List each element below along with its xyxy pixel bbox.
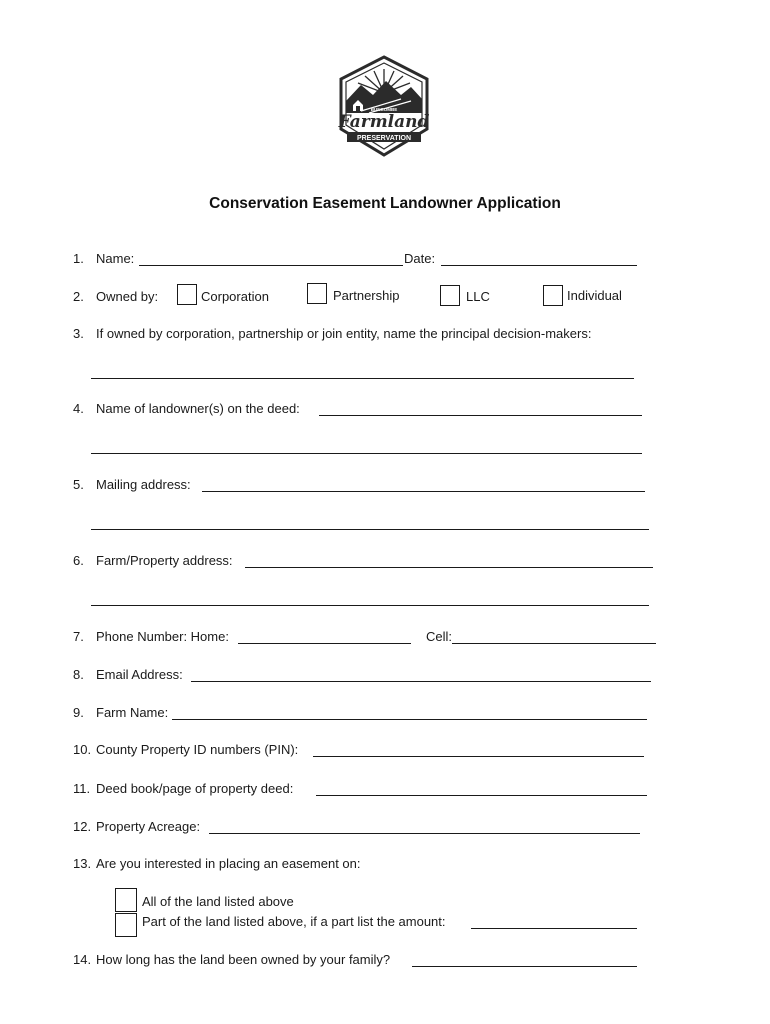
farm-name-field[interactable] xyxy=(172,719,647,720)
individual-checkbox[interactable] xyxy=(543,285,563,306)
partnership-checkbox[interactable] xyxy=(307,283,327,304)
q8-number: 8. xyxy=(73,667,84,682)
landowner-name-field-line-2[interactable] xyxy=(91,453,642,454)
mailing-address-field-line-2[interactable] xyxy=(91,529,649,530)
q13-number: 13. xyxy=(73,856,92,871)
q6-number: 6. xyxy=(73,553,84,568)
deed-book-field[interactable] xyxy=(316,795,647,796)
q4-number: 4. xyxy=(73,401,84,416)
all-land-label: All of the land listed above xyxy=(142,894,294,909)
q1-name-label: Name: xyxy=(96,251,135,266)
part-land-label: Part of the land listed above, if a part list the amount: xyxy=(142,914,446,929)
llc-label: LLC xyxy=(466,289,490,304)
q14-number: 14. xyxy=(73,952,92,967)
all-land-checkbox[interactable] xyxy=(115,888,137,912)
landowner-name-field[interactable] xyxy=(319,415,642,416)
cell-phone-field[interactable] xyxy=(452,643,656,644)
q3-number: 3. xyxy=(73,326,84,341)
name-field[interactable] xyxy=(139,265,403,266)
q1-number: 1. xyxy=(73,251,84,266)
q3-label: If owned by corporation, partnership or join entity, name the principal decision-makers: xyxy=(96,326,592,341)
partnership-label: Partnership xyxy=(333,288,400,303)
property-address-field[interactable] xyxy=(245,567,653,568)
q5-number: 5. xyxy=(73,477,84,492)
q14-label: How long has the land been owned by your family? xyxy=(96,952,391,967)
email-field[interactable] xyxy=(191,681,651,682)
corporation-checkbox[interactable] xyxy=(177,284,197,305)
property-address-field-line-2[interactable] xyxy=(91,605,649,606)
farmland-preservation-logo xyxy=(331,55,437,159)
q13-label: Are you interested in placing an easement on: xyxy=(96,856,361,871)
logo-brand-text: Farmland xyxy=(338,112,430,132)
q10-number: 10. xyxy=(73,742,92,757)
part-land-checkbox[interactable] xyxy=(115,913,137,937)
individual-label: Individual xyxy=(567,288,622,303)
part-amount-field[interactable] xyxy=(471,928,637,929)
q2-label: Owned by: xyxy=(96,289,159,304)
q12-label: Property Acreage: xyxy=(96,819,201,834)
home-phone-field[interactable] xyxy=(238,643,411,644)
logo-banner-text: PRESERVATION xyxy=(356,135,412,142)
date-field[interactable] xyxy=(441,265,637,266)
q5-label: Mailing address: xyxy=(96,477,191,492)
pin-field[interactable] xyxy=(313,756,644,757)
q9-label: Farm Name: xyxy=(96,705,169,720)
decision-makers-field[interactable] xyxy=(91,378,634,379)
q9-number: 9. xyxy=(73,705,84,720)
q1-date-label: Date: xyxy=(404,251,436,266)
q7-label: Phone Number: Home: xyxy=(96,629,229,644)
q8-label: Email Address: xyxy=(96,667,183,682)
q7-cell-label: Cell: xyxy=(426,629,453,644)
q6-label: Farm/Property address: xyxy=(96,553,233,568)
logo-top-text: BUNCOMBE xyxy=(370,107,398,112)
q11-number: 11. xyxy=(73,781,91,796)
q12-number: 12. xyxy=(73,819,92,834)
q10-label: County Property ID numbers (PIN): xyxy=(96,742,299,757)
q2-number: 2. xyxy=(73,289,84,304)
form-title: Conservation Easement Landowner Application xyxy=(209,195,561,212)
corporation-label: Corporation xyxy=(201,289,269,304)
llc-checkbox[interactable] xyxy=(440,285,460,306)
acreage-field[interactable] xyxy=(209,833,640,834)
q11-label: Deed book/page of property deed: xyxy=(96,781,294,796)
ownership-duration-field[interactable] xyxy=(412,966,637,967)
q7-number: 7. xyxy=(73,629,84,644)
q4-label: Name of landowner(s) on the deed: xyxy=(96,401,300,416)
mailing-address-field[interactable] xyxy=(202,491,645,492)
